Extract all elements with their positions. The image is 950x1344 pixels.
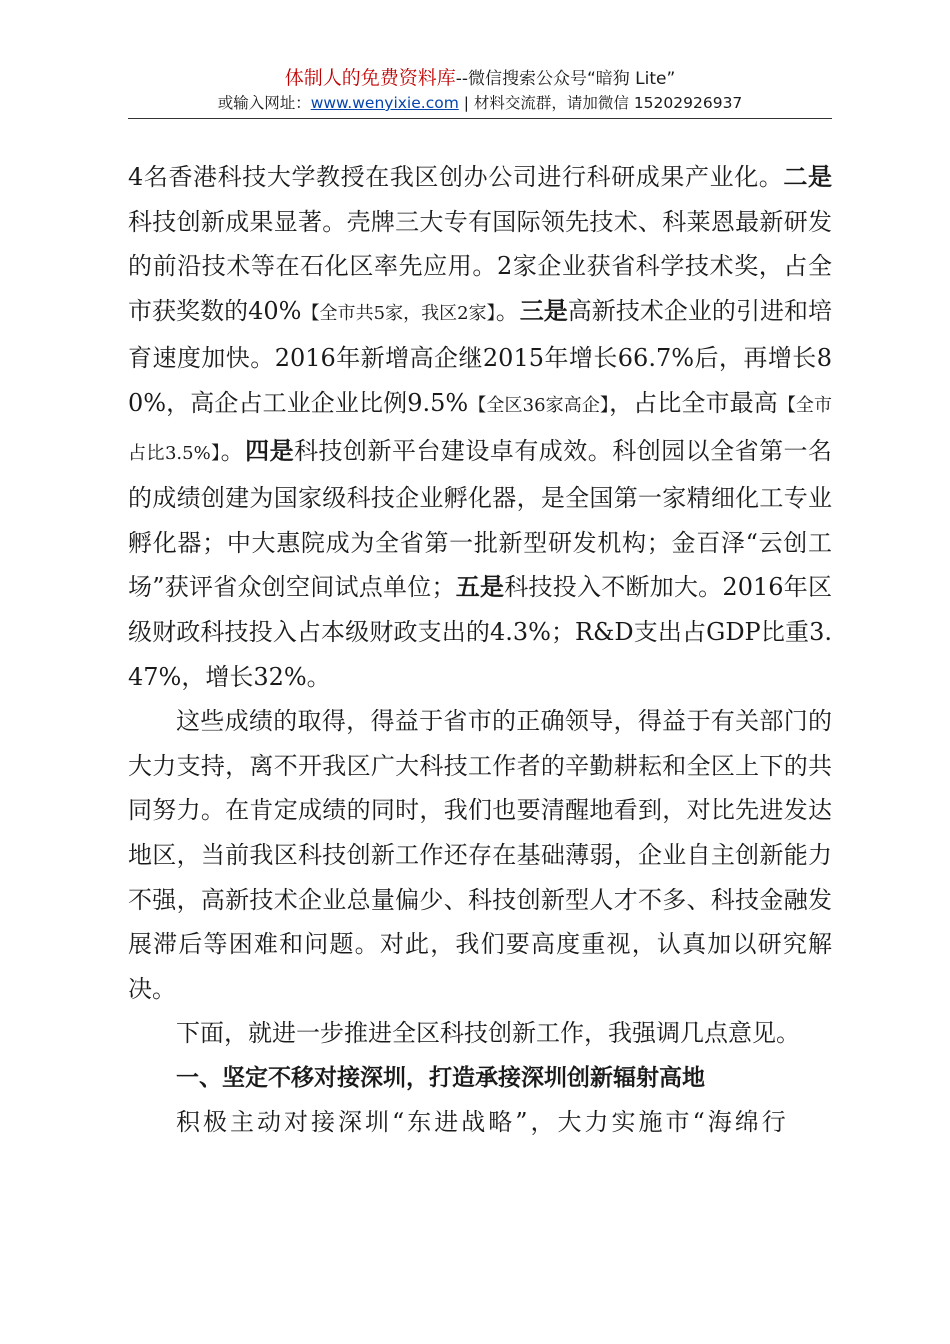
document-body <box>128 155 832 1145</box>
page-header <box>128 66 832 115</box>
text-run: 科技创新平台建设卓有成效。科创园以全省第一名的成绩创建为国家级科技企业孵化器，是全国第一家精细化工专业孵化器；中大惠院成为全省第一批新型研发机构；金百泽“云创工场”获评省众创空间试点单位； <box>128 436 833 602</box>
bold-marker: 五是 <box>455 573 505 602</box>
paragraph-achievements <box>128 155 832 699</box>
paragraph-section-1: 积极主动对接深圳“东进战略”，大力实施市“海绵行 <box>176 1108 789 1137</box>
paragraph-problems: 这些成绩的取得，得益于省市的正确领导，得益于有关部门的大力支持，离不开我区广大科技工作者的辛勤耕耘和全区上下的共同努力。在肯定成绩的同时，我们也要清醒地看到，对比先进发达地区，当前我区科技创新工作还存在基础薄弱，企业自主创新能力不强，高新技术企业总量偏少、科技创新型人才不多、科技金融发展滞后等困难和问题。对此，我们要高度重视，认真加以研究解决。 <box>128 707 832 1003</box>
text-run: 。 <box>220 436 246 465</box>
header-contact: | 材料交流群，请加微信 15202926937 <box>458 94 743 112</box>
text-run: 4名香港科技大学教授在我区创办公司进行科研成果产业化。 <box>128 163 784 191</box>
bracket-note: 【全区36家高企】 <box>468 394 610 416</box>
text-run: 科技创新成果显著。壳牌三大专有国际领先技术、科莱恩最新研发的前沿技术等在石化区率先应用。2家企业获省科学技术奖，占全市获奖数的40% <box>128 207 832 325</box>
header-divider <box>128 118 832 119</box>
bold-marker: 三是 <box>519 296 568 325</box>
text-run: 高新技术企业的引进和培育速度加快。2016年新增高企继2015年增长66.7%后，再增长80%，高企占工业企业比例9.5% <box>128 296 833 417</box>
header-url-prefix: 或输入网址： <box>217 94 311 112</box>
text-run: 。 <box>495 296 520 325</box>
header-line-1 <box>128 66 832 91</box>
text-run: 科技投入不断加大。2016年区级财政科技投入占本级财政支出的4.3%；R&D支出占GDP比重3.47%，增长32%。 <box>128 573 833 691</box>
bracket-note: 【全市共5家，我区2家】 <box>301 302 496 324</box>
header-brand: 体制人的免费资料库 <box>284 67 456 89</box>
bold-marker: 四是 <box>245 436 295 465</box>
section-heading-1: 一、坚定不移对接深圳，打造承接深圳创新辐射高地 <box>176 1064 705 1091</box>
header-slogan: --微信搜索公众号“暗狗 Lite” <box>455 69 676 89</box>
text-run: ，占比全市最高 <box>609 388 778 417</box>
header-url-link[interactable]: www.wenyixie.com <box>310 94 459 112</box>
bracket-note: 【全市占比3.5%】 <box>128 394 833 464</box>
header-line-2 <box>128 91 832 115</box>
bold-marker: 二是 <box>783 163 832 191</box>
paragraph-intro: 下面，就进一步推进全区科技创新工作，我强调几点意见。 <box>176 1019 800 1048</box>
